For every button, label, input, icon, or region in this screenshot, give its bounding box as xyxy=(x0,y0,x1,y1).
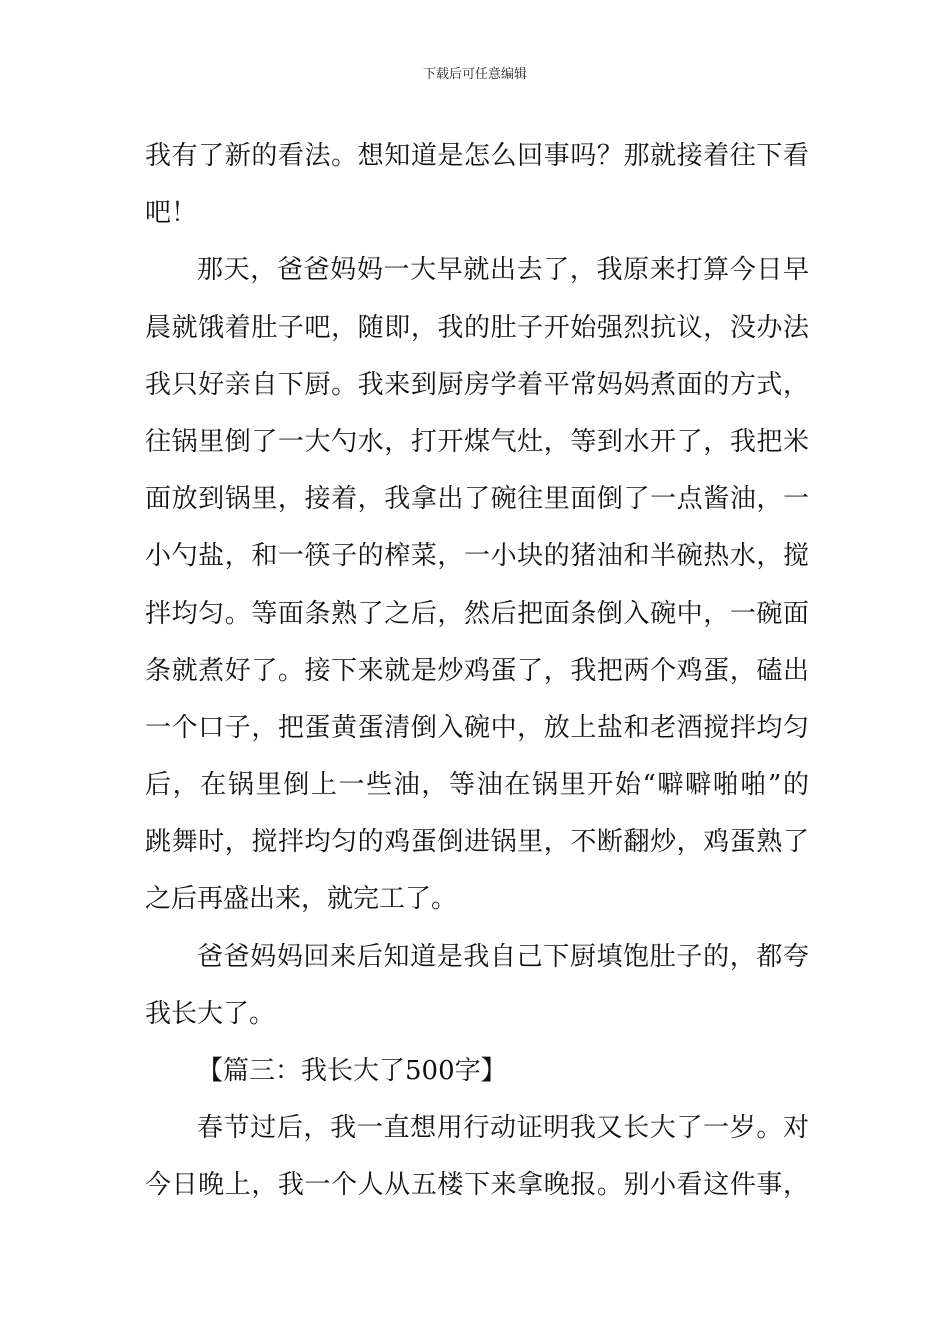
text-line: 爸爸妈妈回来后知道是我自己下厨填饱肚子的，都夸 xyxy=(197,941,809,972)
text-line: 晨就饿着肚子吧，随即，我的肚子开始强烈抗议，没办法 xyxy=(145,312,809,343)
document-body xyxy=(145,128,809,1215)
text-line: 一个口子，把蛋黄蛋清倒入碗中，放上盐和老酒搅拌均匀 xyxy=(145,712,809,743)
text-line: 小勺盐，和一筷子的榨菜，一小块的猪油和半碗热水，搅 xyxy=(145,541,809,572)
text-line: 我长大了。 xyxy=(145,998,276,1029)
text-line: 后，在锅里倒上一些油，等油在锅里开始“噼噼啪啪”的 xyxy=(145,770,809,801)
text-line: 今日晚上，我一个人从五楼下来拿晚报。别小看这件事， xyxy=(145,1170,809,1201)
text-line: 之后再盛出来，就完工了。 xyxy=(145,884,458,915)
section-heading: 【篇三：我长大了500字】 xyxy=(197,1056,507,1086)
text-line: 条就煮好了。接下来就是炒鸡蛋了，我把两个鸡蛋，磕出 xyxy=(145,655,809,686)
text-line: 跳舞时，搅拌均匀的鸡蛋倒进锅里，不断翻炒，鸡蛋熟了 xyxy=(145,827,809,858)
text-line: 面放到锅里，接着，我拿出了碗往里面倒了一点酱油，一 xyxy=(145,484,809,515)
text-line: 春节过后，我一直想用行动证明我又长大了一岁。对 xyxy=(197,1113,809,1144)
text-line: 拌均匀。等面条熟了之后，然后把面条倒入碗中，一碗面 xyxy=(145,598,809,629)
page-header: 下载后可任意编辑 xyxy=(422,67,527,82)
text-line: 吧！ xyxy=(145,198,198,229)
text-line: 往锅里倒了一大勺水，打开煤气灶，等到水开了，我把米 xyxy=(145,426,809,457)
text-line: 那天，爸爸妈妈一大早就出去了，我原来打算今日早 xyxy=(197,255,809,286)
text-line: 我只好亲自下厨。我来到厨房学着平常妈妈煮面的方式， xyxy=(145,369,809,400)
text-line: 我有了新的看法。想知道是怎么回事吗？那就接着往下看 xyxy=(145,141,809,171)
